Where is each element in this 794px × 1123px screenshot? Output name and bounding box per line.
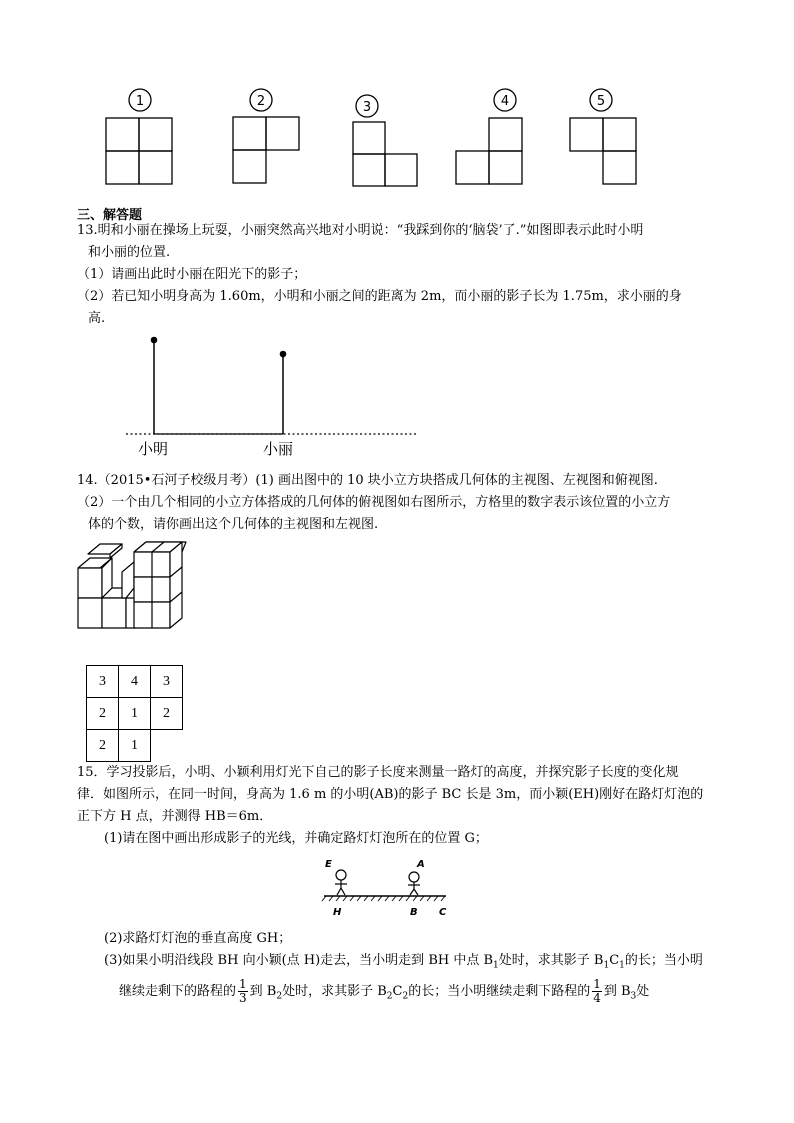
figure-3-label: 3 [362, 100, 372, 115]
q14-top-view-grid [86, 665, 183, 762]
q14-cube-figure [76, 540, 188, 634]
grid-cell-empty [151, 730, 183, 762]
grid-cell: 3 [87, 666, 119, 698]
q15-figure [318, 854, 463, 922]
label-H: H [333, 907, 342, 918]
top-view-figures [95, 84, 655, 192]
figure-2-label: 2 [256, 94, 266, 109]
q14-line3: 体的个数，请你画出这个几何体的主视图和左视图. [88, 517, 379, 532]
grid-cell: 1 [119, 730, 151, 762]
q15-line2: 律．如图所示，在同一时间，身高为 1.6 m 的小明(AB)的影子 BC 长是 3m，而小颖(EH)刚好在路灯灯泡的 [77, 787, 704, 802]
label-A: A [417, 859, 425, 870]
q15-part3-line1: (3)如果小明沿线段 BH 向小颖(点 H)走去，当小明走到 BH 中点 $B_1$处时，求其影子 $B_1C_1$的长；当小明 [104, 953, 703, 971]
section-title: 三、解答题 [77, 208, 143, 223]
q13-part2-line2: 高. [88, 311, 106, 326]
figure-5-label: 5 [596, 94, 606, 109]
label-E: E [325, 859, 332, 870]
q13-figure [120, 330, 430, 460]
q14-line1: 14.（2015•石河子校级月考）(1) 画出图中的 10 块小立方块搭成几何体的主视图、左视图和俯视图. [77, 473, 658, 488]
q13-part1: （1）请画出此时小丽在阳光下的影子； [77, 267, 307, 282]
q13-line2: 和小丽的位置. [88, 245, 171, 260]
label-C: C [439, 907, 447, 918]
q13-line1: 13.明和小丽在操场上玩耍，小丽突然高兴地对小明说：“我踩到你的‘脑袋’了.”如图即表示此时小明 [77, 223, 644, 238]
fraction-one-quarter: $\frac{1}{4}$ [593, 977, 601, 1005]
xiaoli-head-dot [280, 351, 287, 358]
grid-cell: 2 [87, 698, 119, 730]
xiaoming-head-dot [151, 337, 158, 344]
grid-cell: 2 [87, 730, 119, 762]
q15-line3: 正下方 H 点，并测得 HB＝6m． [77, 809, 273, 824]
figure-1-label: 1 [135, 94, 145, 109]
fraction-one-third: $\frac{1}{3}$ [239, 977, 247, 1005]
xiaoming-label: 小明 [138, 440, 169, 458]
q13-part2-line1: （2）若已知小明身高为 1.60m，小明和小丽之间的距离为 2m，而小丽的影子长为 1.75m，求小丽的身 [77, 289, 682, 304]
grid-cell: 4 [119, 666, 151, 698]
label-B: B [410, 907, 418, 918]
grid-cell: 2 [151, 698, 183, 730]
grid-cell: 1 [119, 698, 151, 730]
grid-cell: 3 [151, 666, 183, 698]
q14-line2: （2）一个由几个相同的小立方体搭成的几何体的俯视图如右图所示，方格里的数字表示该位置的小立方 [77, 495, 671, 510]
xiaoli-label: 小丽 [263, 440, 294, 458]
q15-part3-line2: 继续走剩下的路程的 $\frac{1}{3}$ 到 $B_2$处时，求其影子 $B_2C_2$的长；当小明继续走剩下路程的 $\frac{1}{4}$ 到 $B_3$处 [119, 977, 650, 1005]
figure-4-label: 4 [500, 94, 510, 109]
q15-part1: (1)请在图中画出形成影子的光线，并确定路灯灯泡所在的位置 G； [104, 831, 488, 846]
q15-part2: (2)求路灯灯泡的垂直高度 GH； [104, 931, 292, 946]
q15-line1: 15．学习投影后，小明、小颖利用灯光下自己的影子长度来测量一路灯的高度，并探究影子长度的变化规 [77, 765, 679, 780]
